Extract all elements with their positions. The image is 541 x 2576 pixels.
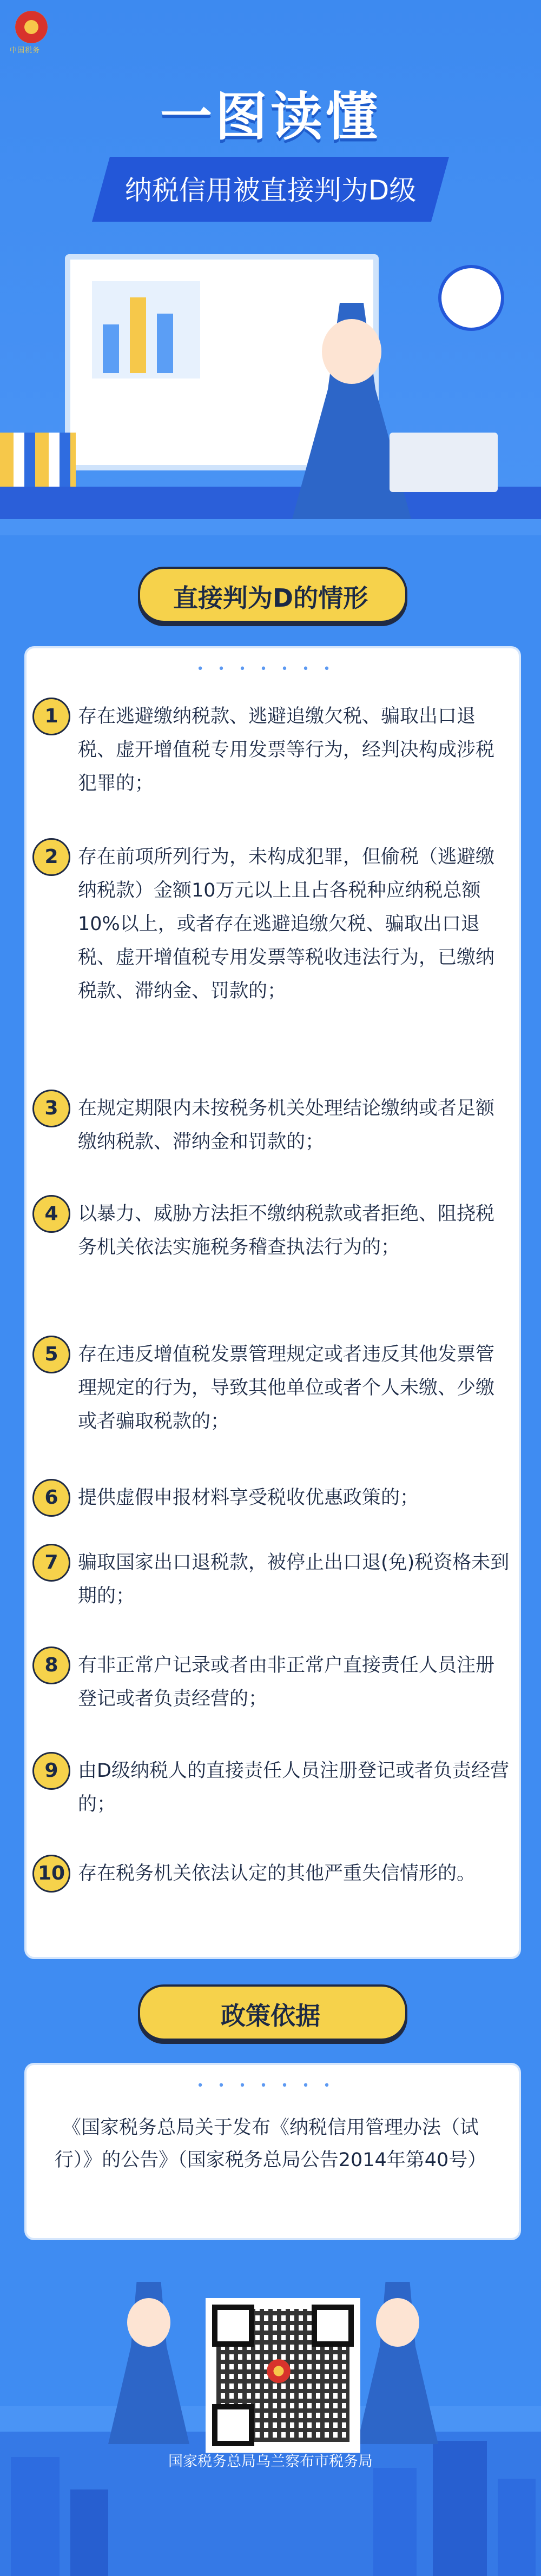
item-text: 由D级纳税人的直接责任人员注册登记或者负责经营的；	[78, 1760, 509, 1815]
item-text: 存在逃避缴纳税款、逃避追缴欠税、骗取出口退税、虚开增值税专用发票等行为，经判决构成涉税犯罪的；	[78, 706, 495, 794]
section-heading-policy-basis: 政策依据	[221, 2001, 320, 2030]
footer-organization: 国家税务总局乌兰察布市税务局	[168, 2453, 373, 2470]
decorative-dots: •••••••	[196, 662, 345, 676]
section-heading-d-cases: 直接判为D的情形	[173, 583, 368, 613]
item-text: 以暴力、威胁方法拒不缴纳税款或者拒绝、阻挠税务机关依法实施税务稽查执法行为的；	[78, 1203, 495, 1258]
tax-emblem-logo	[15, 11, 48, 43]
item-text: 骗取国家出口退税款，被停止出口退(免)税资格未到期的；	[78, 1552, 510, 1607]
policy-text: 《国家税务总局关于发布《纳税信用管理办法（试行）》的公告》（国家税务总局公告2014年第40号）	[54, 2117, 487, 2171]
item-number-badge: 9	[32, 1752, 70, 1790]
books-illustration	[0, 433, 76, 492]
decorative-dots: •••••••	[196, 2079, 345, 2093]
item-text: 存在税务机关依法认定的其他严重失信情形的。	[78, 1863, 476, 1884]
item-number-badge: 2	[32, 838, 70, 876]
clock-icon	[438, 265, 504, 331]
mascot-left-face	[127, 2298, 170, 2347]
qr-code[interactable]	[206, 2298, 360, 2453]
item-text: 存在违反增值税发票管理规定或者违反其他发票管理规定的行为，导致其他单位或者个人未缴、少缴或者骗取税款的；	[78, 1344, 495, 1432]
emblem-text: 中国税务	[10, 47, 41, 55]
item-number-badge: 6	[32, 1479, 70, 1517]
item-text: 存在前项所列行为，未构成犯罪，但偷税（逃避缴纳税款）金额10万元以上且占各税种应纳税总额10%以上，或者存在逃避追缴欠税、骗取出口退税、虚开增值税专用发票等税收违法行为，已缴纳税款、滞纳金、罚款的；	[78, 846, 495, 1002]
laptop-illustration	[390, 433, 498, 492]
item-text: 在规定期限内未按税务机关处理结论缴纳或者足额缴纳税款、滞纳金和罚款的；	[78, 1098, 495, 1153]
mascot-right-face	[376, 2298, 419, 2347]
qr-center-logo	[267, 2359, 291, 2383]
item-text: 有非正常户记录或者由非正常户直接责任人员注册登记或者负责经营的；	[78, 1655, 495, 1710]
mascot-face-illustration	[322, 319, 381, 384]
item-number-badge: 4	[32, 1195, 70, 1233]
item-number-badge: 8	[32, 1646, 70, 1684]
item-number-badge: 3	[32, 1090, 70, 1127]
item-number-badge: 5	[32, 1336, 70, 1373]
page-subtitle: 纳税信用被直接判为D级	[124, 175, 417, 206]
board-chart-illustration	[92, 281, 200, 379]
item-text: 提供虚假申报材料享受税收优惠政策的；	[78, 1487, 419, 1509]
item-number-badge: 7	[32, 1544, 70, 1582]
page-title: 一图读懂	[160, 87, 381, 147]
item-number-badge: 10	[32, 1855, 70, 1893]
item-number-badge: 1	[32, 698, 70, 735]
